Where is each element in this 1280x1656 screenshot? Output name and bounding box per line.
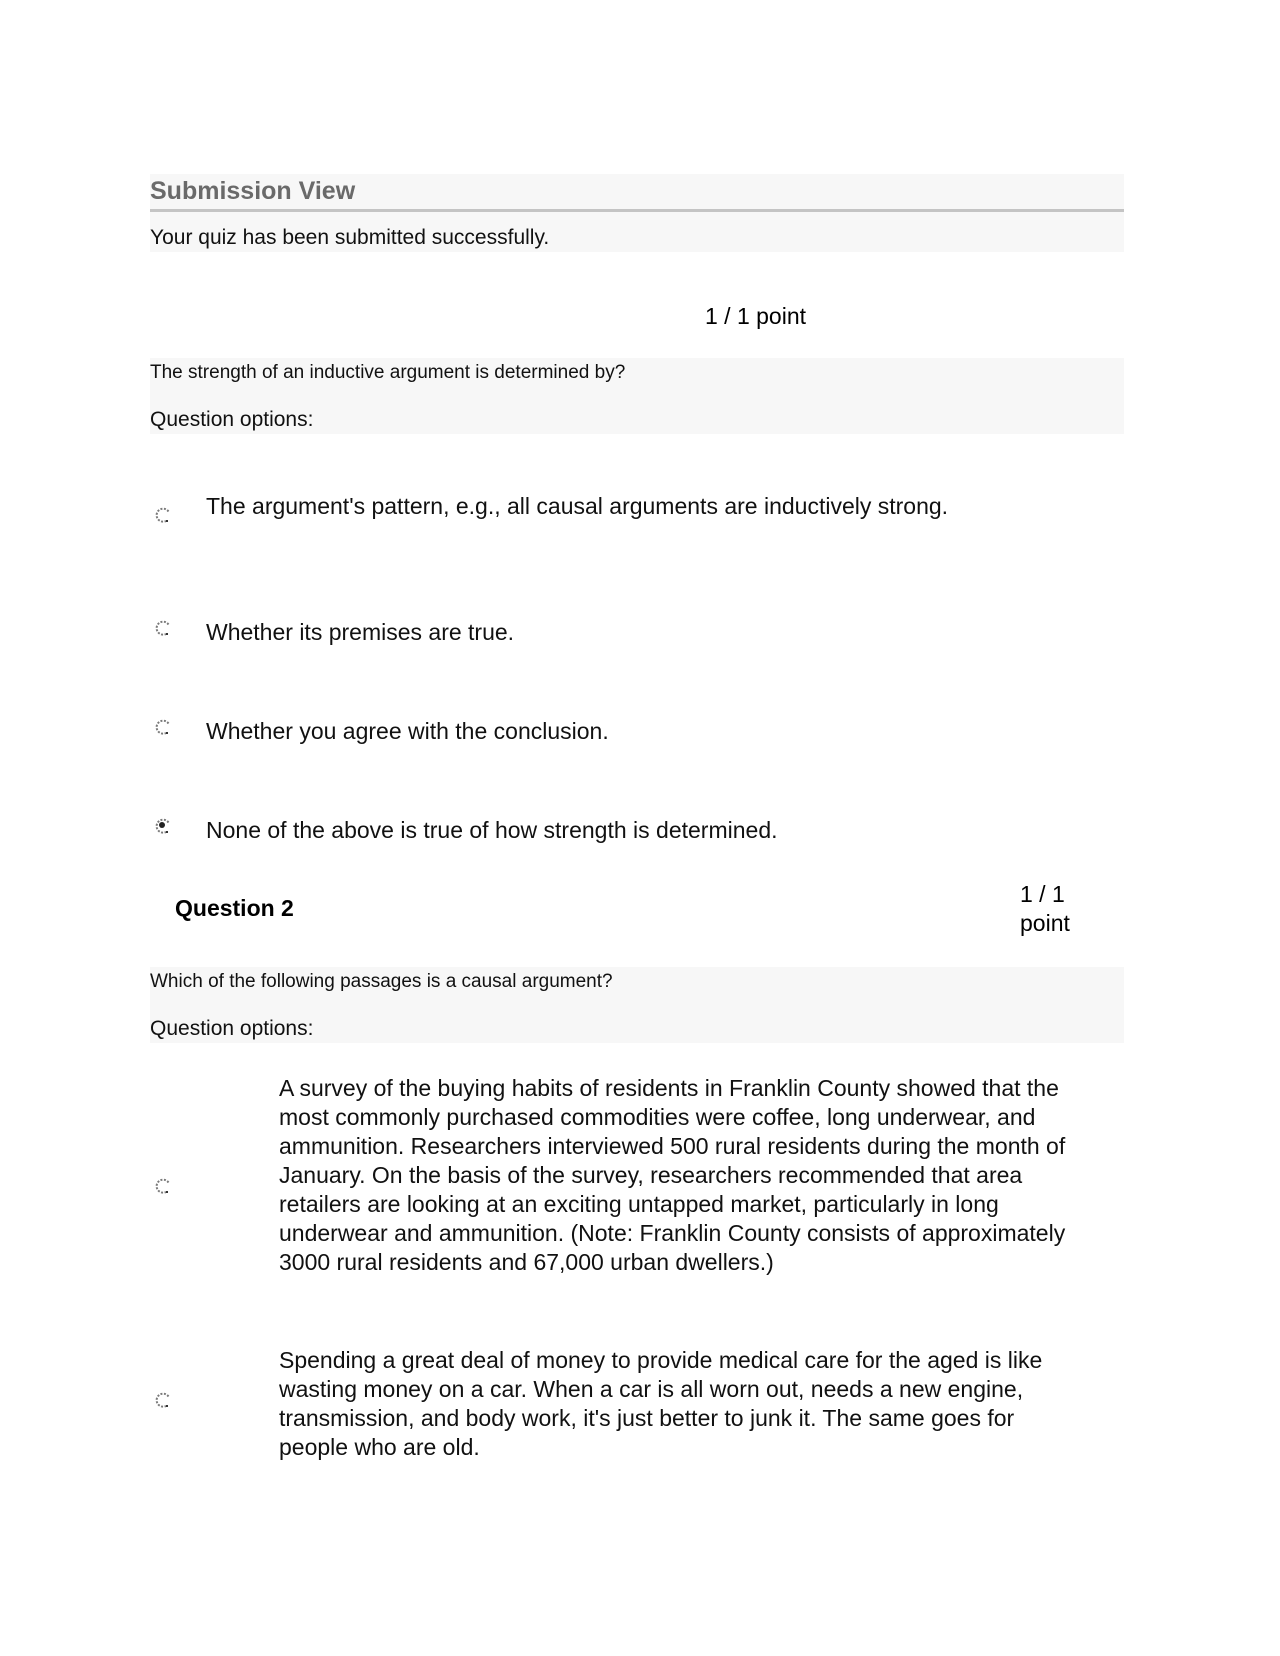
question2-prompt: Which of the following passages is a causal argument? — [150, 971, 613, 992]
radio-button[interactable] — [154, 718, 172, 736]
radio-unselected-icon — [154, 619, 172, 637]
question2-options-label: Question options: — [150, 1017, 314, 1040]
question2-option-2: Spending a great deal of money to provide medical care for the aged is like wasting money on a car. When a car is all worn out, needs a new engine, transmission, and body work, it's just better to junk it. The same goes for people who are old. — [279, 1347, 1043, 1460]
question2-prompt-box — [150, 967, 1124, 1043]
question1-prompt-box — [150, 358, 1124, 434]
radio-button[interactable] — [154, 1177, 172, 1195]
header-divider — [150, 209, 1124, 212]
radio-unselected-icon — [154, 506, 172, 524]
question1-prompt: The strength of an inductive argument is determined by? — [150, 362, 626, 383]
radio-button[interactable] — [154, 619, 172, 637]
question1-options-label: Question options: — [150, 408, 314, 431]
radio-button-selected[interactable] — [154, 817, 172, 835]
page-title: Submission View — [150, 177, 356, 205]
question1-option-3: Whether you agree with the conclusion. — [206, 718, 609, 744]
question2-points: 1 / 1 point — [1020, 881, 1070, 936]
submission-message: Your quiz has been submitted successfully. — [150, 226, 550, 249]
radio-unselected-icon — [154, 1177, 172, 1195]
question1-points: 1 / 1 point — [705, 303, 807, 329]
question1-option-4: None of the above is true of how strength is determined. — [206, 817, 778, 843]
radio-button[interactable] — [154, 1391, 172, 1409]
question2-option-1: A survey of the buying habits of residents in Franklin County showed that the most commonly purchased commodities were coffee, long underwear, and ammunition. Researchers interviewed 500 rural residents during the month of January. On the basis of the survey, researchers recommended that area retailers are looking at an exciting untapped market, particularly in long underwear and ammunition. (Note: Franklin County consists of approximately 3000 rural residents and 67,000 urban dwellers.) — [279, 1075, 1066, 1275]
question1-option-1: The argument's pattern, e.g., all causal arguments are inductively strong. — [206, 493, 949, 519]
question2-title: Question 2 — [175, 895, 294, 921]
radio-selected-icon — [154, 817, 172, 835]
radio-unselected-icon — [154, 1391, 172, 1409]
submission-header — [150, 174, 1124, 252]
radio-unselected-icon — [154, 718, 172, 736]
question1-option-2: Whether its premises are true. — [206, 619, 515, 645]
radio-button[interactable] — [154, 506, 172, 524]
